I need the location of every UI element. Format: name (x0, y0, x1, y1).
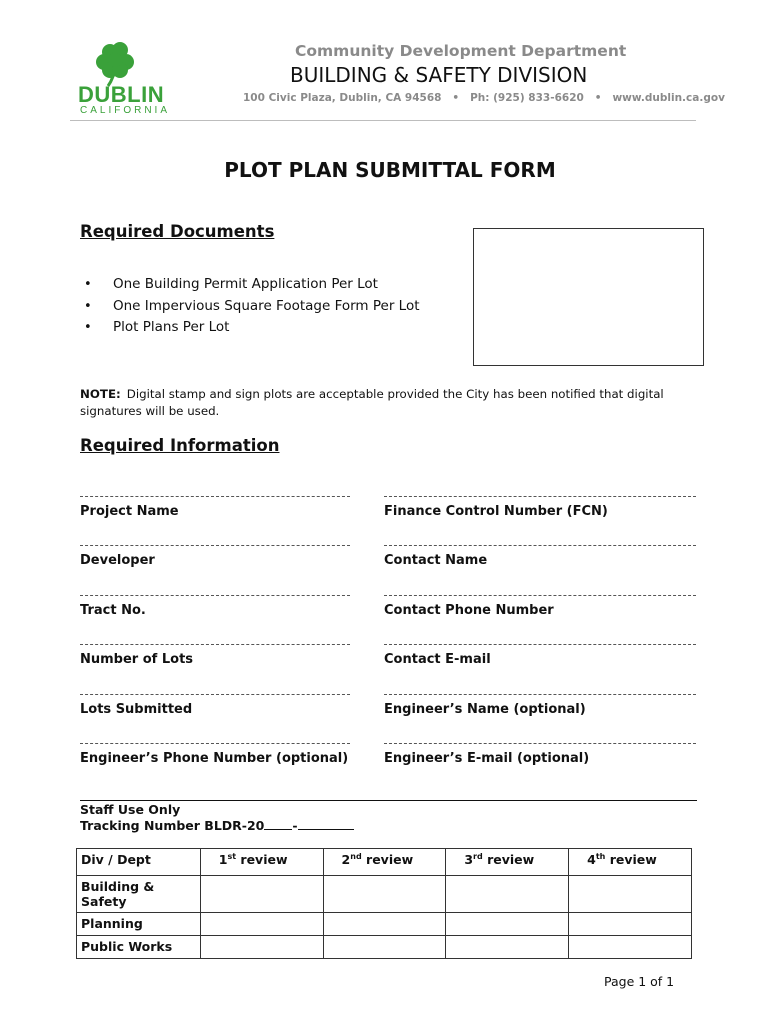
field-label: Engineer’s Name (optional) (384, 702, 586, 717)
division-name: BUILDING & SAFETY DIVISION (290, 63, 588, 87)
review-cell[interactable] (569, 876, 692, 913)
review-cell[interactable] (446, 936, 569, 959)
tract-no-field[interactable] (80, 595, 350, 618)
header-review-2: 2nd review (323, 849, 446, 876)
tracking-number (80, 818, 354, 833)
header-review-4: 4th review (569, 849, 692, 876)
note-text: Digital stamp and sign plots are acceptable provided the City has been notified that digital signatures will be used. (80, 387, 664, 418)
field-label: Contact E-mail (384, 652, 491, 667)
stamp-box[interactable] (473, 228, 704, 366)
lots-submitted-field[interactable] (80, 694, 350, 717)
department-name: Community Development Department (295, 42, 627, 60)
table-row (77, 936, 692, 959)
field-label: Developer (80, 553, 155, 568)
page-number: Page 1 of 1 (604, 974, 675, 989)
header-review-1: 1st review (200, 849, 323, 876)
shamrock-icon (74, 40, 174, 88)
note-label: NOTE: (80, 387, 121, 401)
field-label: Engineer’s E-mail (optional) (384, 751, 590, 766)
engineer-email-field[interactable] (384, 743, 696, 766)
review-cell[interactable] (569, 913, 692, 936)
review-cell[interactable] (323, 913, 446, 936)
list-item: • One Impervious Square Footage Form Per Lot (80, 296, 420, 318)
contact-phone-field[interactable] (384, 595, 696, 618)
required-information-heading: Required Information (80, 436, 280, 455)
logo-subtitle: CALIFORNIA (80, 105, 171, 116)
logo-wordmark: DUBLIN (78, 82, 165, 107)
engineer-name-field[interactable] (384, 694, 696, 717)
review-cell[interactable] (446, 876, 569, 913)
field-label: Engineer’s Phone Number (optional) (80, 751, 349, 766)
field-label: Project Name (80, 504, 179, 519)
field-label: Lots Submitted (80, 702, 193, 717)
row-label: Planning (77, 913, 201, 936)
contact-address: 100 Civic Plaza, Dublin, CA 94568 • Ph: (925) 833-6620 • www.dublin.ca.gov (243, 92, 725, 104)
header-div-dept: Div / Dept (77, 849, 201, 876)
field-label: Finance Control Number (FCN) (384, 504, 608, 519)
review-cell[interactable] (569, 936, 692, 959)
fcn-field[interactable] (384, 496, 696, 519)
field-label: Contact Name (384, 553, 488, 568)
header-divider (70, 120, 696, 121)
table-header-row (77, 849, 692, 876)
project-name-field[interactable] (80, 496, 350, 519)
engineer-phone-field[interactable] (80, 743, 350, 766)
required-documents-heading: Required Documents (80, 222, 275, 241)
row-label: Building & Safety (77, 876, 201, 913)
review-table (76, 848, 692, 959)
field-label: Tract No. (80, 603, 146, 618)
review-cell[interactable] (200, 936, 323, 959)
review-cell[interactable] (446, 913, 569, 936)
table-row (77, 876, 692, 913)
header-review-3: 3rd review (446, 849, 569, 876)
tracking-number-blank[interactable] (298, 819, 354, 830)
developer-field[interactable] (80, 545, 350, 568)
note (80, 386, 705, 420)
contact-name-field[interactable] (384, 545, 696, 568)
review-cell[interactable] (323, 936, 446, 959)
staff-divider (80, 800, 697, 801)
field-label: Contact Phone Number (384, 603, 554, 618)
review-cell[interactable] (200, 913, 323, 936)
form-title: PLOT PLAN SUBMITTAL FORM (224, 158, 556, 182)
required-documents-list (80, 274, 420, 339)
review-cell[interactable] (200, 876, 323, 913)
dublin-logo (74, 40, 174, 116)
list-item: • Plot Plans Per Lot (80, 317, 420, 339)
number-of-lots-field[interactable] (80, 644, 350, 667)
table-row (77, 913, 692, 936)
tracking-year-blank[interactable] (264, 819, 292, 830)
tracking-label: Tracking Number BLDR-20 (80, 818, 265, 833)
row-label: Public Works (77, 936, 201, 959)
staff-use-title: Staff Use Only (80, 802, 181, 817)
tracking-separator: - (292, 818, 298, 833)
list-item: • One Building Permit Application Per Lot (80, 274, 420, 296)
field-label: Number of Lots (80, 652, 194, 667)
review-cell[interactable] (323, 876, 446, 913)
contact-email-field[interactable] (384, 644, 696, 667)
